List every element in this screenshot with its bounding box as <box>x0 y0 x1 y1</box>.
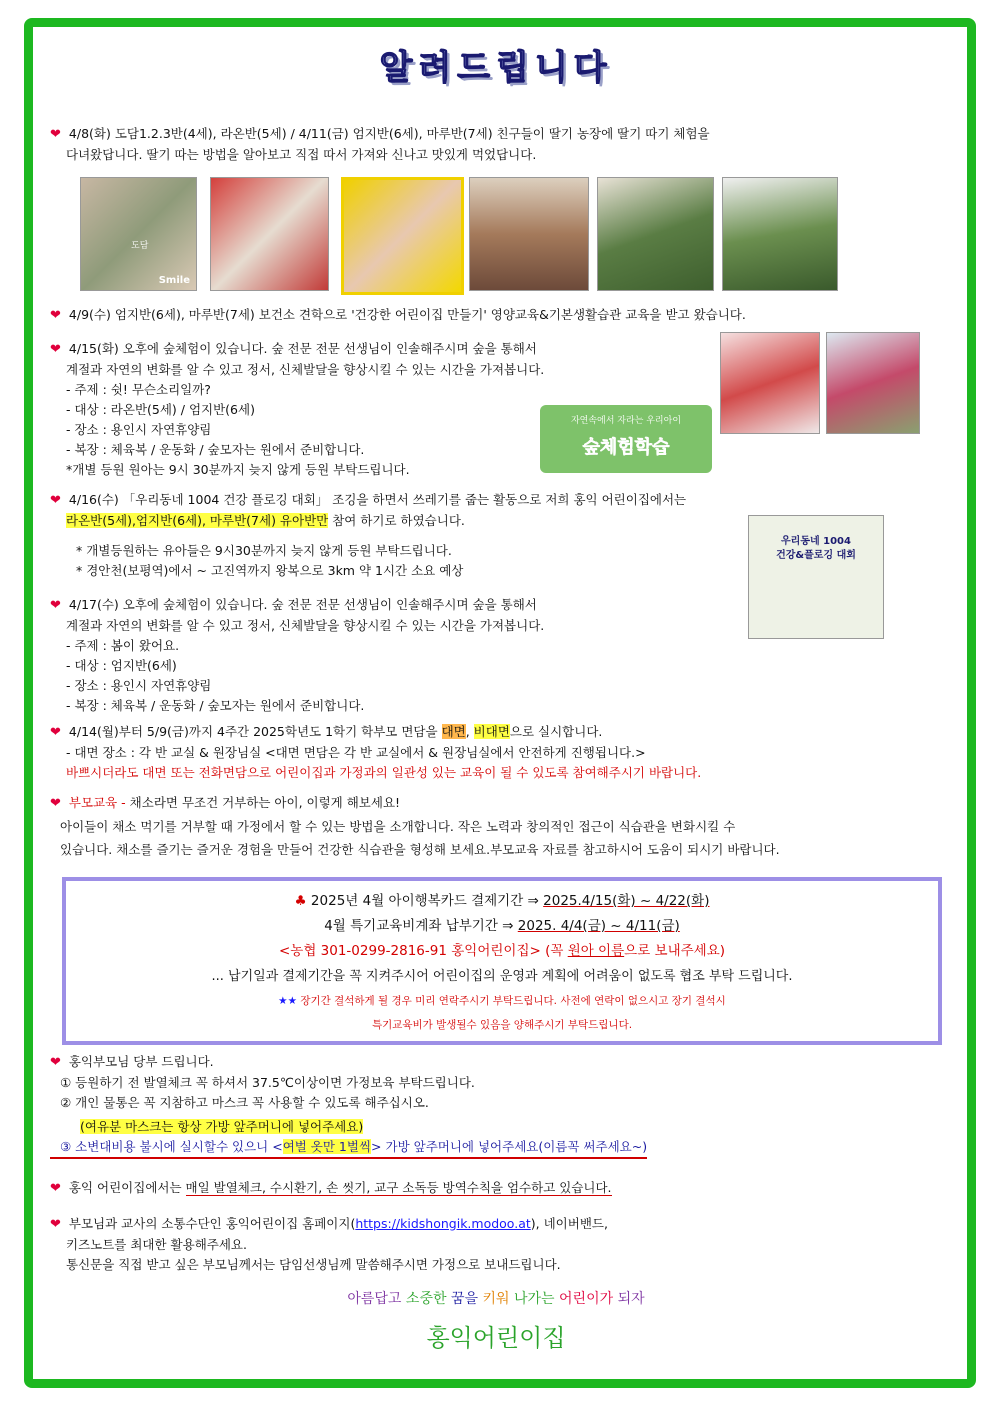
notice-text: - 복장 : 체육복 / 운동화 / 숲모자는 원에서 준비합니다. <box>66 442 365 457</box>
notice-text: 매일 발열체크, 수시환기, 손 씻기, 교구 소독등 방역수칙을 엄수하고 있습니다. <box>185 1180 612 1195</box>
slogan-word: 아름답고 <box>347 1291 402 1307</box>
notice-text: 4/9(수) 엄지반(6세), 마루반(7세) 보건소 견학으로 '건강한 어린이집 만들기' 영양교육&기본생활습관 교육을 받고 왔습니다. <box>68 307 746 322</box>
heart-icon: ❤ <box>50 1217 61 1232</box>
box-text: ... 납기일과 결제기간을 꼭 지켜주시어 어린이집의 운영과 계획에 어려움이 없도록 협조 부탁 드립니다. <box>211 969 793 984</box>
box-text: <농협 301-0299-2816-91 홍익어린이집> (꼭 <box>278 943 568 959</box>
poster-title: 건강&플로깅 대회 <box>776 550 856 561</box>
notice-text: - 복장 : 체육복 / 운동화 / 숲모자는 원에서 준비합니다. <box>66 698 365 713</box>
notice-text: 있습니다. 채소를 즐기는 즐거운 경험을 만들어 건강한 식습관을 형성해 보세요.부모교육 자료를 참고하시어 도움이 되시기 바랍니다. <box>60 842 780 857</box>
notice-text: 아이들이 채소 먹기를 거부할 때 가정에서 할 수 있는 방법을 소개합니다. 작은 노력과 창의적인 접근이 식습관을 변화시킬 수 <box>60 819 736 834</box>
box-text: 특기교육비가 발생될수 있음을 양해주시기 부탁드립니다. <box>371 1019 633 1031</box>
notice-text: 4/17(수) 오후에 숲체험이 있습니다. 숲 전문 전문 선생님이 인솔해주시며 숲을 통해서 <box>68 597 537 612</box>
notice-text: 4/8(화) 도담1.2.3반(4세), 라온반(5세) / 4/11(금) 엄지반(6세), 마루반(7세) 친구들이 딸기 농장에 딸기 따기 체험을 <box>68 126 710 141</box>
notice-text: 계절과 자연의 변화를 알 수 있고 정서, 신체발달을 향상시킬 수 있는 시간을 가져봅니다. <box>66 362 545 377</box>
notice-text: 홍익 어린이집에서는 <box>68 1180 186 1195</box>
notice-text: ② 개인 물통은 꼭 지참하고 마스크 꼭 사용할 수 있도록 해주십시오. <box>60 1095 429 1110</box>
heart-icon: ❤ <box>50 1181 61 1196</box>
highlight-remote: 비대면 <box>473 724 510 739</box>
notice-text: ① 등원하기 전 발열체크 꼭 하셔서 37.5℃이상이면 가정보육 부탁드립니다. <box>60 1075 475 1090</box>
notice-text: ), 네이버밴드, <box>530 1216 608 1231</box>
photo-caption: Smile <box>158 275 190 286</box>
forest-experience-sign <box>540 405 712 473</box>
greenhouse-photo <box>722 177 838 291</box>
notice-text: 다녀왔답니다. 딸기 따는 방법을 알아보고 직접 따서 가져와 신나고 맛있게 먹었답니다. <box>66 147 537 162</box>
notice-text: 바쁘시더라도 대면 또는 전화면담으로 어린이집과 가정과의 일관성 있는 교육이 될 수 있도록 참여해주시기 바랍니다. <box>66 765 702 780</box>
notice-text: 으로 실시합니다. <box>509 724 603 739</box>
box-text: 2025.4/15(화) ~ 4/22(화) <box>543 893 710 909</box>
box-text: 장기간 결석하게 될 경우 미리 연락주시기 부탁드립니다. 사전에 연락이 없으시고 장기 결석시 <box>300 995 726 1007</box>
notice-text: - 주제 : 봄이 왔어요. <box>66 638 180 653</box>
box-text: 2025. 4/4(금) ~ 4/11(금) <box>517 918 680 934</box>
poster-title: 우리동네 1004 <box>781 536 851 547</box>
payment-info-box <box>62 877 942 1045</box>
box-text: 4월 특기교육비계좌 납부기간 ⇒ <box>324 918 518 934</box>
notice-text: 부모교육 - <box>68 795 130 810</box>
notice-text: 여벌 옷만 1벌씩 <box>282 1139 372 1154</box>
notice-health-center <box>50 305 952 326</box>
highlighted-classes: 라온반(5세),엄지반(6세), 마루반(7세) 유아반만 <box>66 513 329 528</box>
notice-text: * 개별등원하는 유아들은 9시30분까지 늦지 않게 등원 부탁드립니다. <box>76 543 452 558</box>
box-text: 원아 이름 <box>567 943 625 959</box>
heart-icon: ❤ <box>50 308 61 323</box>
star-icon: ★★ <box>278 995 297 1007</box>
page-title: 알려드립니다 <box>379 48 613 88</box>
strawberry-photo-collage <box>210 177 329 291</box>
slogan-word: 꿈을 <box>450 1291 479 1307</box>
heart-icon: ❤ <box>50 493 61 508</box>
notice-text: 채소라면 무조건 거부하는 아이, 이렇게 해보세요! <box>129 795 401 810</box>
notice-text: * 경안천(보평역)에서 ~ 고진역까지 왕복으로 3km 약 1시간 소요 예상 <box>76 563 464 578</box>
strawberry-photo-collage <box>341 177 464 295</box>
notice-requests <box>50 1052 952 1159</box>
notice-text: *개별 등원 원아는 9시 30분까지 늦지 않게 등원 부탁드립니다. <box>66 462 410 477</box>
heart-icon: ❤ <box>50 1055 61 1070</box>
classroom-photo <box>469 177 589 291</box>
heart-icon: ❤ <box>50 796 61 811</box>
notice-text: - 장소 : 용인시 자연휴양림 <box>66 678 212 693</box>
slogan-word: 되자 <box>617 1291 645 1307</box>
notice-text: - 대면 장소 : 각 반 교실 & 원장님실 <대면 면담은 각 반 교실에서 & 원장님실에서 안전하게 진행됩니다.> <box>66 745 646 760</box>
slogan-word: 키워 <box>482 1291 510 1307</box>
notice-text: 부모님과 교사의 소통수단인 홍익어린이집 홈페이지( <box>68 1216 356 1231</box>
notice-text: 4/16(수) 「우리동네 1004 건강 플로깅 대회」 조깅을 하면서 쓰레기를 줍는 활동으로 저희 홍익 어린이집에서는 <box>68 492 687 507</box>
notice-text: 홍익부모님 당부 드립니다. <box>68 1054 214 1069</box>
notice-hygiene <box>50 1178 952 1199</box>
notice-text: 키즈노트를 최대한 활용해주세요. <box>66 1237 247 1252</box>
notice-parent-meeting <box>50 722 952 783</box>
notice-text: , <box>465 724 474 739</box>
strawberry-photo-collage <box>80 177 197 291</box>
greenhouse-photo <box>597 177 714 291</box>
health-kit-photo <box>720 332 820 434</box>
slogan-word: 소중한 <box>405 1291 447 1307</box>
school-name: 홍익어린이집 <box>426 1324 566 1352</box>
mask-note: (여유분 마스크는 항상 가방 앞주머니에 넣어주세요) <box>80 1119 364 1134</box>
homepage-link[interactable]: https://kidshongik.modoo.at <box>355 1216 531 1231</box>
club-icon: ♣ <box>294 893 307 909</box>
box-text: 으로 보내주세요) <box>624 943 726 959</box>
heart-icon: ❤ <box>50 127 61 142</box>
kids-group-photo <box>826 332 920 434</box>
notice-text: - 장소 : 용인시 자연휴양림 <box>66 422 212 437</box>
slogan-word: 어린이가 <box>559 1291 614 1307</box>
sign-title: 숲체험학습 <box>582 437 670 458</box>
notice-text: - 주제 : 쉿! 무슨소리일까? <box>66 382 211 397</box>
notice-communication <box>50 1214 952 1275</box>
notice-text: ③ 소변대비용 불시에 실시할수 있으니 < <box>60 1139 283 1154</box>
slogan-word: 나가는 <box>513 1291 555 1307</box>
notice-text: 4/15(화) 오후에 숲체험이 있습니다. 숲 전문 전문 선생님이 인솔해주시며 숲을 통해서 <box>68 341 537 356</box>
notice-text: 계절과 자연의 변화를 알 수 있고 정서, 신체발달을 향상시킬 수 있는 시간을 가져봅니다. <box>66 618 545 633</box>
notice-forest-0417 <box>50 595 952 716</box>
box-text: 2025년 4월 아이행복카드 결제기간 ⇒ <box>306 893 544 909</box>
highlight-in-person: 대면 <box>441 724 466 739</box>
sign-caption: 자연속에서 자라는 우리아이 <box>570 416 682 426</box>
notice-text: > 가방 앞주머니에 넣어주세요(이름꼭 써주세요~) <box>371 1139 648 1154</box>
heart-icon: ❤ <box>50 598 61 613</box>
notice-text: 참여 하기로 하였습니다. <box>328 513 465 528</box>
slogan <box>0 1288 992 1308</box>
notice-text: 4/14(월)부터 5/9(금)까지 4주간 2025학년도 1학기 학부모 면담을 <box>68 724 442 739</box>
notice-text: - 대상 : 라온반(5세) / 엄지반(6세) <box>66 402 255 417</box>
heart-icon: ❤ <box>50 342 61 357</box>
notice-strawberry <box>50 124 952 165</box>
photo-caption: 도담 <box>131 241 149 251</box>
notice-text: 통신문을 직접 받고 싶은 부모님께서는 담임선생님께 말씀해주시면 가정으로 보내드립니다. <box>66 1257 561 1272</box>
heart-icon: ❤ <box>50 725 61 740</box>
notice-text: - 대상 : 엄지반(6세) <box>66 658 177 673</box>
notice-parent-education <box>50 793 952 860</box>
